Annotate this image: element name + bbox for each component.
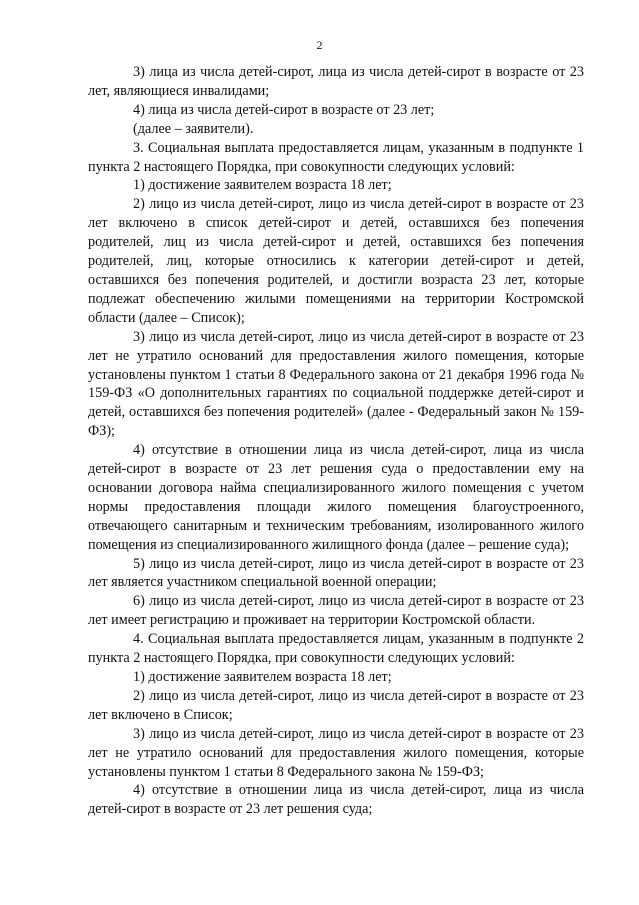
paragraph: 4) отсутствие в отношении лица из числа детей-сирот, лица из числа детей-сирот в возрасте от 23 лет решения суда; (88, 782, 584, 818)
paragraph: 3) лицо из числа детей-сирот, лицо из числа детей-сирот в возрасте от 23 лет не утратило оснований для предоставления жилого помещения, которые установлены пунктом 1 статьи 8 Федерального закона от 21 декабря 1996 года № 159-ФЗ «О дополнительных гарантиях по социальной поддержке детей-сирот и детей, оставшихся без попечения родителей» (далее - Федеральный закон № 159-ФЗ); (88, 328, 584, 440)
paragraph: 4) лица из числа детей-сирот в возрасте от 23 лет; (133, 101, 435, 118)
paragraph: 3. Социальная выплата предоставляется лицам, указанным в подпункте 1 пункта 2 настоящего Порядка, при совокупности следующих условий: (88, 139, 584, 175)
paragraph: 3) лица из числа детей-сирот, лица из числа детей-сирот в возрасте от 23 лет, являющиеся инвалидами; (88, 64, 584, 99)
paragraph: 3) лицо из числа детей-сирот, лицо из числа детей-сирот в возрасте от 23 лет не утратило оснований для предоставления жилого помещения, которые установлены пунктом 1 статьи 8 Федерального закона № 159-ФЗ; (88, 725, 584, 780)
paragraph: 4. Социальная выплата предоставляется лицам, указанным в подпункте 2 пункта 2 настоящего Порядка, при совокупности следующих условий: (88, 631, 584, 667)
paragraph: 6) лицо из числа детей-сирот, лицо из числа детей-сирот в возрасте от 23 лет имеет регистрацию и проживает на территории Костромской области. (88, 593, 584, 629)
paragraph: 5) лицо из числа детей-сирот, лицо из числа детей-сирот в возрасте от 23 лет является участником специальной военной операции; (88, 555, 584, 591)
paragraph: 4) отсутствие в отношении лица из числа детей-сирот, лица из числа детей-сирот в возрасте от 23 лет решения суда о предоставлении ему на основании договора найма специализированного жилого помещения с учетом нормы предоставления площади жилого помещения благоустроенного, отвечающего санитарным и техническим требованиям, изолированного жилого помещения из специализированного жилищного фонда (далее – решение суда); (88, 442, 584, 553)
paragraph: 2) лицо из числа детей-сирот, лицо из числа детей-сирот в возрасте от 23 лет включено в Список; (88, 687, 584, 723)
document-body (88, 63, 584, 819)
paragraph: 1) достижение заявителем возраста 18 лет; (133, 177, 392, 194)
paragraph: 2) лицо из числа детей-сирот, лицо из числа детей-сирот в возрасте от 23 лет включено в список детей-сирот и детей, оставшихся без попечения родителей, лиц из числа детей-сирот и детей, оставшихся без попечения родителей, лиц, которые относились к категории детей-сирот и детей, оставшихся без попечения родителей, и достигли возраста 23 лет, которые подлежат обеспечению жилыми помещениями на территории Костромской области (далее – Список); (88, 196, 584, 326)
page-number: 2 (316, 38, 323, 52)
paragraph: 1) достижение заявителем возраста 18 лет; (133, 669, 392, 685)
paragraph: (далее – заявители). (133, 120, 254, 137)
